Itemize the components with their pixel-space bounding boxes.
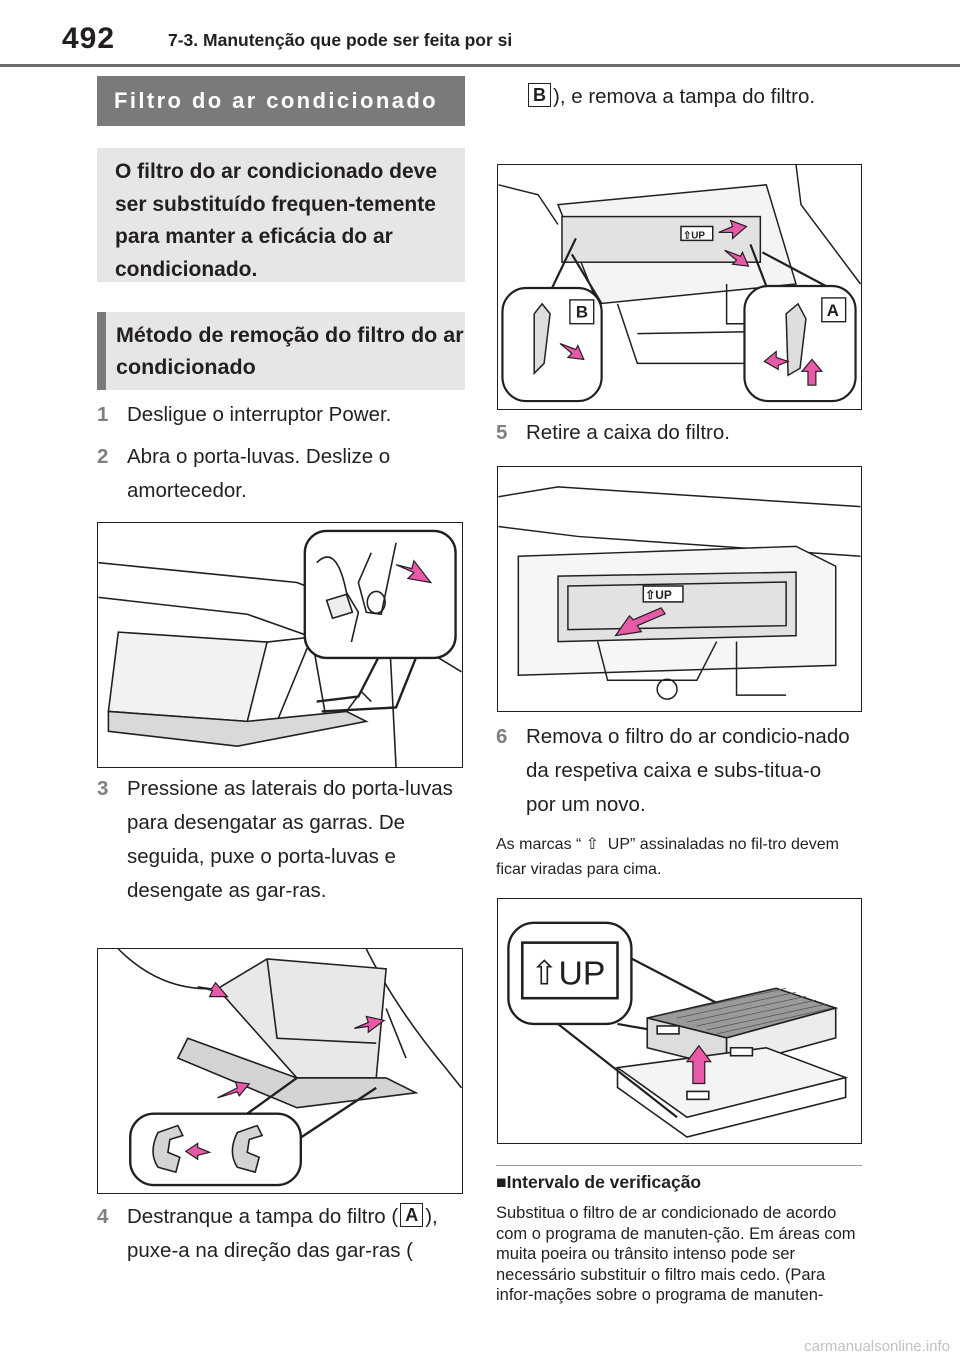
step-1 [97, 398, 467, 432]
header-divider [0, 64, 960, 67]
step-2 [97, 440, 447, 508]
step-text: Destranque a tampa do filtro ( [127, 1205, 399, 1228]
note-text-start: As marcas “ [496, 836, 582, 853]
callout-a-label: A [826, 300, 839, 320]
subsection-divider [496, 1165, 862, 1166]
up-mark-label: ⇧UP [682, 230, 706, 242]
up-mark-note [496, 832, 866, 882]
glovebox-claws-illustration [98, 949, 462, 1193]
glovebox-damper-illustration [98, 523, 462, 767]
step-number: 2 [97, 445, 109, 468]
section-banner: Filtro do ar condicionado [97, 76, 465, 126]
figure-glovebox-damper [97, 522, 463, 768]
subsection-text: Substitua o filtro de ar condicionado de acordo com o programa de manuten-ção. Em áreas com muita poeira ou trânsito intenso pode ser necessário substituir o filtro mais cedo. (Para infor-mações sobre o programa de manuten- [496, 1204, 856, 1304]
filter-case-illustration [498, 467, 861, 711]
figure-filter-up-mark [497, 898, 862, 1144]
intro-box: O filtro do ar condicionado deve ser substituído frequen-temente para manter a eficácia do ar condicionado. [97, 148, 465, 282]
up-arrow-icon: ⇧ [585, 836, 600, 853]
step-text-continued: ), puxe-a na direção das gar-ras ( [127, 1205, 438, 1262]
callout-key-a: A [400, 1203, 423, 1227]
step-4 [97, 1200, 467, 1268]
step-text: Desligue o interruptor Power. [127, 403, 392, 426]
callout-b-label: B [575, 302, 589, 322]
subsection-heading [496, 1172, 701, 1193]
step-text: Pressione as laterais do porta-luvas para desengatar as garras. De seguida, puxe o porta-luvas e desengate as gar-ras. [127, 777, 453, 902]
filter-up-mark-illustration [498, 899, 861, 1143]
step-5 [496, 416, 866, 450]
step-4-continued [526, 80, 866, 114]
step-number: 3 [97, 777, 109, 800]
page-number: 492 [62, 22, 116, 55]
step-6 [496, 720, 856, 822]
callout-key-b: B [528, 83, 551, 107]
step-number: 4 [97, 1205, 109, 1228]
figure-filter-cover [497, 164, 862, 410]
step-3 [97, 772, 457, 908]
bullet-square-icon: ■ [496, 1172, 507, 1192]
step-text: Abra o porta-luvas. Deslize o amortecedor. [127, 445, 391, 502]
step-text: Remova o filtro do ar condicio-nado da respetiva caixa e subs-titua-o por um novo. [526, 725, 850, 816]
chapter-title: 7-3. Manutenção que pode ser feita por si [168, 30, 513, 50]
watermark: carmanualsonline.info [804, 1338, 950, 1355]
up-mark-label: ⇧UP [645, 587, 672, 602]
subsection-title: Intervalo de verificação [506, 1172, 702, 1192]
step-number: 1 [97, 403, 109, 426]
step-number: 5 [496, 421, 508, 444]
step-number: 6 [496, 725, 508, 748]
figure-filter-case [497, 466, 862, 712]
up-mark-large-label: ⇧UP [530, 954, 606, 993]
step-text: Retire a caixa do filtro. [526, 421, 730, 444]
step-text-end: ), e remova a tampa do filtro. [553, 85, 816, 108]
note-text-end: UP” assinaladas no fil-tro devem ficar viradas para cima. [496, 836, 839, 878]
figure-glovebox-claws [97, 948, 463, 1194]
procedure-heading: Método de remoção do filtro do ar condicionado [97, 312, 465, 390]
filter-cover-illustration [498, 165, 861, 409]
